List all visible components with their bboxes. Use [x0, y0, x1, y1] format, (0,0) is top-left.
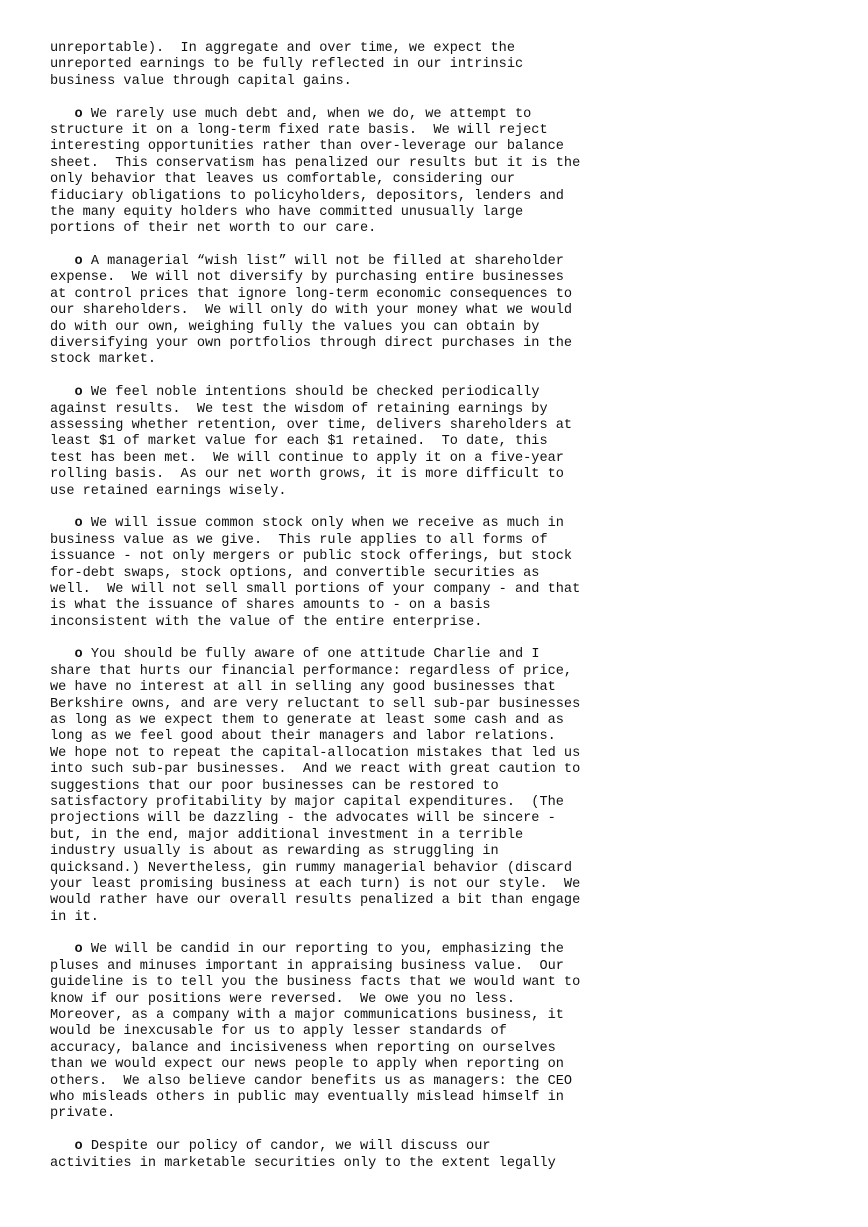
text-line — [50, 107, 850, 123]
line-text: A managerial “wish list” will not be filled at shareholder — [82, 254, 564, 270]
line-text: rolling basis. As our net worth grows, it is more difficult to — [50, 467, 564, 483]
text-line — [50, 1090, 850, 1106]
text-line — [50, 516, 850, 532]
line-text: do with our own, weighing fully the values you can obtain by — [50, 319, 540, 335]
text-line — [50, 647, 850, 663]
paragraph — [50, 385, 850, 500]
text-line — [50, 992, 850, 1008]
text-line — [50, 467, 850, 483]
text-line — [50, 533, 850, 549]
line-text: well. We will not sell small portions of your company - and that — [50, 581, 581, 597]
line-text: least $1 of market value for each $1 retained. To date, this — [50, 434, 548, 450]
text-line — [50, 451, 850, 467]
bullet-marker: o — [74, 647, 83, 663]
bullet-indent — [50, 107, 74, 122]
text-line — [50, 664, 850, 680]
text-line — [50, 303, 850, 319]
paragraph — [50, 647, 850, 926]
line-text: industry usually is about as rewarding as struggling in — [50, 844, 499, 860]
text-line — [50, 566, 850, 582]
bullet-indent — [50, 647, 74, 662]
line-text: in it. — [50, 909, 99, 925]
text-line — [50, 221, 850, 237]
line-text: sheet. This conservatism has penalized our results but it is the — [50, 155, 581, 171]
paragraph-gap — [50, 926, 850, 942]
line-text: We rarely use much debt and, when we do, we attempt to — [82, 106, 532, 122]
text-line — [50, 402, 850, 418]
text-line — [50, 320, 850, 336]
text-line — [50, 779, 850, 795]
text-line — [50, 1024, 850, 1040]
text-line — [50, 385, 850, 401]
line-text: test has been met. We will continue to apply it on a five-year — [50, 450, 564, 466]
line-text: projections will be dazzling - the advocates will be sincere - — [50, 811, 556, 827]
line-text: business value through capital gains. — [50, 73, 352, 89]
line-text: as long as we expect them to generate at least some cash and as — [50, 713, 564, 729]
line-text: against results. We test the wisdom of retaining earnings by — [50, 401, 548, 417]
text-line — [50, 598, 850, 614]
line-text: business value as we give. This rule applies to all forms of — [50, 532, 548, 548]
text-line — [50, 41, 850, 57]
text-line — [50, 352, 850, 368]
line-text: your least promising business at each turn) is not our style. We — [50, 876, 581, 892]
line-text: interesting opportunities rather than over-leverage our balance — [50, 139, 564, 155]
text-line — [50, 484, 850, 500]
paragraph-gap — [50, 238, 850, 254]
text-line — [50, 1041, 850, 1057]
text-line — [50, 942, 850, 958]
line-text: unreported earnings to be fully reflected in our intrinsic — [50, 57, 524, 73]
line-text: only behavior that leaves us comfortable, considering our — [50, 172, 515, 188]
line-text: Moreover, as a company with a major communications business, it — [50, 1008, 564, 1024]
paragraph-gap — [50, 369, 850, 385]
bullet-indent — [50, 254, 74, 269]
line-text: issuance - not only mergers or public stock offerings, but stock — [50, 549, 573, 565]
bullet-marker: o — [74, 1139, 83, 1155]
line-text: portions of their net worth to our care. — [50, 221, 377, 237]
paragraph-gap — [50, 1123, 850, 1139]
line-text: who misleads others in public may eventually mislead himself in — [50, 1090, 564, 1105]
text-line — [50, 762, 850, 778]
bullet-indent — [50, 516, 74, 531]
text-line — [50, 418, 850, 434]
line-text: is what the issuance of shares amounts to - on a basis — [50, 598, 491, 614]
text-line — [50, 680, 850, 696]
line-text: stock market. — [50, 352, 157, 368]
text-line — [50, 1008, 850, 1024]
line-text: share that hurts our financial performance: regardless of price, — [50, 663, 573, 679]
bullet-marker: o — [74, 942, 83, 958]
paragraph-gap — [50, 500, 850, 516]
paragraph — [50, 254, 850, 369]
bullet-marker: o — [74, 516, 83, 532]
line-text: we have no interest at all in selling any good businesses that — [50, 680, 556, 696]
line-text: We will issue common stock only when we receive as much in — [82, 516, 564, 532]
paragraph-gap — [50, 90, 850, 106]
line-text: activities in marketable securities only to the extent legally — [50, 1155, 556, 1171]
line-text: satisfactory profitability by major capital expenditures. (The — [50, 794, 564, 810]
line-text: guideline is to tell you the business facts that we would want to — [50, 975, 581, 991]
text-line — [50, 713, 850, 729]
text-line — [50, 746, 850, 762]
paragraph — [50, 942, 850, 1122]
line-text: We feel noble intentions should be checked periodically — [82, 385, 540, 401]
text-line — [50, 57, 850, 73]
line-text: pluses and minuses important in appraising business value. Our — [50, 958, 564, 974]
line-text: private. — [50, 1106, 116, 1122]
line-text: the many equity holders who have committed unusually large — [50, 204, 524, 220]
line-text: assessing whether retention, over time, delivers shareholders at — [50, 417, 573, 433]
text-line — [50, 1139, 850, 1155]
line-text: would rather have our overall results penalized a bit than engage — [50, 893, 581, 909]
line-text: others. We also believe candor benefits us as managers: the CEO — [50, 1073, 573, 1089]
paragraph — [50, 107, 850, 238]
text-line — [50, 189, 850, 205]
line-text: We hope not to repeat the capital-allocation mistakes that led us — [50, 745, 581, 761]
text-line — [50, 1106, 850, 1122]
line-text: than we would expect our news people to apply when reporting on — [50, 1057, 564, 1073]
line-text: unreportable). In aggregate and over time, we expect the — [50, 41, 515, 56]
text-line — [50, 270, 850, 286]
bullet-indent — [50, 1139, 74, 1154]
line-text: quicksand.) Nevertheless, gin rummy managerial behavior (discard — [50, 860, 573, 876]
text-line — [50, 877, 850, 893]
text-line — [50, 844, 850, 860]
text-line — [50, 156, 850, 172]
line-text: structure it on a long-term fixed rate basis. We will reject — [50, 122, 548, 138]
line-text: Despite our policy of candor, we will discuss our — [82, 1139, 491, 1155]
line-text: You should be fully aware of one attitude Charlie and I — [82, 647, 540, 663]
line-text: expense. We will not diversify by purchasing entire businesses — [50, 270, 564, 286]
line-text: know if our positions were reversed. We owe you no less. — [50, 991, 515, 1007]
text-line — [50, 139, 850, 155]
paragraph — [50, 41, 850, 90]
text-line — [50, 434, 850, 450]
bullet-indent — [50, 385, 74, 400]
paragraph — [50, 516, 850, 631]
paragraph — [50, 1139, 850, 1172]
text-line — [50, 582, 850, 598]
line-text: into such sub-par businesses. And we react with great caution to — [50, 762, 581, 778]
text-line — [50, 549, 850, 565]
paragraph-gap — [50, 631, 850, 647]
line-text: would be inexcusable for us to apply lesser standards of — [50, 1024, 507, 1040]
text-line — [50, 336, 850, 352]
text-line — [50, 172, 850, 188]
line-text: long as we feel good about their managers and labor relations. — [50, 729, 556, 745]
line-text: at control prices that ignore long-term economic consequences to — [50, 286, 573, 302]
text-line — [50, 1156, 850, 1172]
line-text: suggestions that our poor businesses can be restored to — [50, 778, 499, 794]
line-text: for-debt swaps, stock options, and convertible securities as — [50, 565, 540, 581]
text-line — [50, 1057, 850, 1073]
bullet-marker: o — [74, 385, 83, 401]
text-line — [50, 795, 850, 811]
text-line — [50, 254, 850, 270]
document-page — [50, 41, 850, 1172]
text-line — [50, 959, 850, 975]
text-line — [50, 861, 850, 877]
line-text: fiduciary obligations to policyholders, depositors, lenders and — [50, 188, 564, 204]
text-line — [50, 975, 850, 991]
line-text: our shareholders. We will only do with your money what we would — [50, 303, 573, 319]
text-line — [50, 123, 850, 139]
text-line — [50, 1074, 850, 1090]
text-line — [50, 615, 850, 631]
line-text: but, in the end, major additional investment in a terrible — [50, 827, 524, 843]
text-line — [50, 205, 850, 221]
text-line — [50, 74, 850, 90]
line-text: We will be candid in our reporting to you, emphasizing the — [82, 942, 564, 958]
line-text: diversifying your own portfolios through direct purchases in the — [50, 336, 573, 352]
text-line — [50, 811, 850, 827]
line-text: use retained earnings wisely. — [50, 483, 287, 499]
line-text: Berkshire owns, and are very reluctant to sell sub-par businesses — [50, 696, 581, 712]
line-text: accuracy, balance and incisiveness when reporting on ourselves — [50, 1040, 556, 1056]
line-text: inconsistent with the value of the entire enterprise. — [50, 614, 483, 630]
text-line — [50, 828, 850, 844]
text-line — [50, 697, 850, 713]
bullet-indent — [50, 942, 74, 957]
bullet-marker: o — [74, 106, 83, 122]
text-line — [50, 287, 850, 303]
bullet-marker: o — [74, 254, 83, 270]
text-line — [50, 893, 850, 909]
text-line — [50, 910, 850, 926]
text-line — [50, 729, 850, 745]
